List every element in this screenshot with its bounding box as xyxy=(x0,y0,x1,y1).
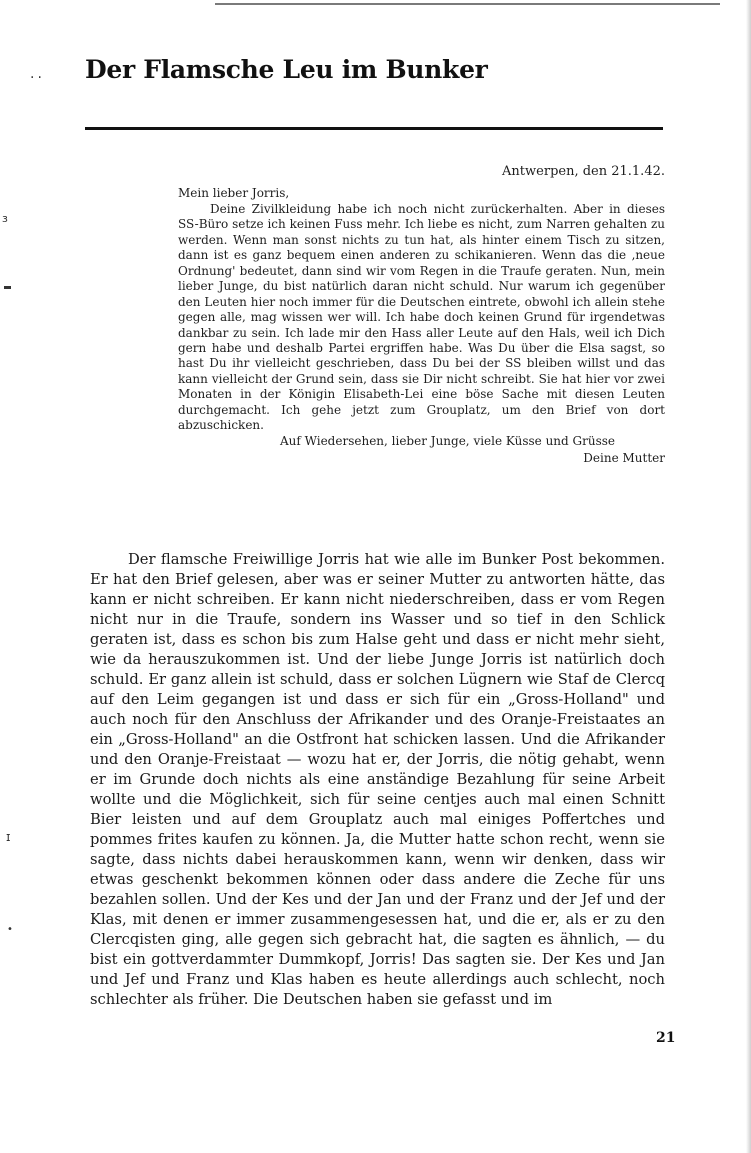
page-number: 21 xyxy=(656,1030,676,1046)
letter-closing: Auf Wiedersehen, lieber Junge, viele Küsse und Grüsse xyxy=(279,433,615,448)
letter-body: Deine Zivilkleidung habe ich noch nicht zurückerhalten. Aber in dieses SS-Büro setze ich keinen Fuss mehr. Ich liebe es nicht, zum Narren gehalten zu werden. Wenn man sonst nichts zu tun hat, als hinter einem Tisch zu sitzen, dann ist es ganz bequem einen anderen zu schikanieren. Wenn das die ‚neue Ordnung' bedeutet, dann sind wir vom Regen in die Traufe geraten. Nun, mein lieber Junge, du bist natürlich daran nicht schuld. Nur warum ich gegenüber den Leuten hier noch immer für die Deutschen eintrete, obwohl ich allein stehe gegen alle, mag wissen wer will. Ich habe doch keinen Grund für irgendetwas dankbar zu sein. Ich lade mir den Hass aller Leute auf den Hals, weil ich Dich gern habe und deshalb Partei ergriffen habe. Was Du über die Elsa sagst, so hast Du ihr vielleicht geschrieben, dass Du bei der SS bleiben willst und das kann vielleicht der Grund sein, dass sie Dir nicht schreibt. Sie hat hier vor zwei Monaten in der Königin Elisabeth-Lei eine böse Sache mit diesen Leuten durchgemacht. Ich gehe jetzt zum Grouplatz, um den Brief von dort abzuschicken. xyxy=(178,201,665,433)
letter-signature: Deine Mutter xyxy=(583,451,665,466)
margin-mark: ɪ xyxy=(6,830,11,844)
letter-salutation: Mein lieber Jorris, xyxy=(178,186,290,201)
page-edge-shadow xyxy=(746,0,751,1153)
margin-mark xyxy=(4,286,11,289)
margin-dots: ·· xyxy=(30,70,45,86)
letter-dateline: Antwerpen, den 21.1.42. xyxy=(502,164,665,179)
letter-block xyxy=(178,164,665,467)
body-paragraph: Der flamsche Freiwillige Jorris hat wie alle im Bunker Post bekommen. Er hat den Brief gelesen, aber was er seiner Mutter zu antworten hätte, das kann er nicht schreiben. Er kann nicht niederschreiben, dass er vom Regen nicht nur in die Traufe, sondern ins Wasser und so tief in den Schlick geraten ist, dass es schon bis zum Halse geht und dass er nicht mehr sieht, wie da herauszukommen ist. Und der liebe Junge Jorris ist natürlich doch schuld. Er ganz allein ist schuld, dass er solchen Lügnern wie Staf de Clercq auf den Leim gegangen ist und dass er sich für ein „Gross-Holland" und auch noch für den Anschluss der Afrikander und des Oranje-Freistaates an ein „Gross-Holland" an die Ostfront hat schicken lassen. Und die Afrikander und den Oranje-Freistaat — wozu hat er, der Jorris, die nötig gehabt, wenn er im Grunde doch nichts als eine anständige Bezahlung für seine Arbeit wollte und die Möglichkeit, sich für seine centjes auch mal einen Schnitt Bier leisten und auf dem Grouplatz auch mal einiges Poffertches und pommes frites kaufen zu können. Ja, die Mutter hatte schon recht, wenn sie sagte, dass nichts dabei herauskommen kann, wenn wir denken, dass wir etwas geschenkt bekommen können oder dass andere die Zeche für uns bezahlen sollen. Und der Kes und der Jan und der Franz und der Jef und der Klas, mit denen er immer zusammengesessen hat, und die er, als er zu den Clercqisten ging, alle gegen sich gebracht hat, die sagten es ähnlich, — du bist ein gottverdammter Dummkopf, Jorris! Das sagten sie. Der Kes und Jan und Jef und Franz und Klas haben es heute allerdings auch schlecht, noch schlechter als früher. Die Deutschen haben sie gefasst und im xyxy=(90,551,665,1008)
margin-mark: • xyxy=(7,924,13,935)
margin-mark: ɜ xyxy=(2,212,8,225)
title-rule xyxy=(85,127,663,130)
top-edge-rule xyxy=(215,3,720,5)
page-title: Der Flamsche Leu im Bunker xyxy=(85,55,488,84)
